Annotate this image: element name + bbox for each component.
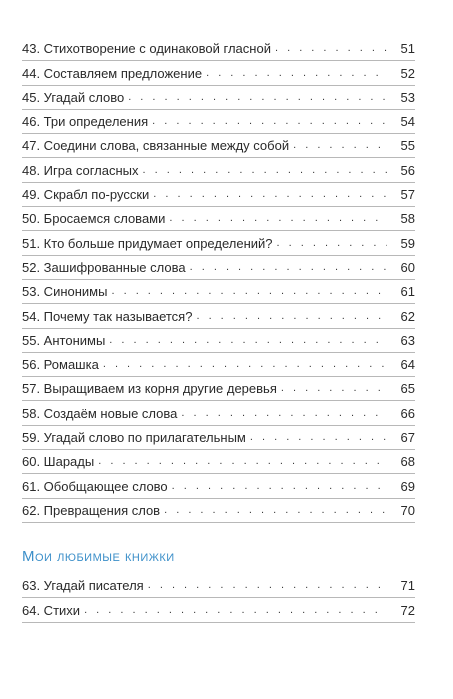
toc-entry-title: 45. Угадай слово [22,89,125,105]
toc-entry[interactable] [22,304,415,328]
toc-entry-page: 52 [400,65,415,81]
toc-entry[interactable] [22,61,415,85]
toc-entry-page: 57 [400,187,415,203]
toc-entry-page: 54 [400,114,415,130]
toc-entry-title: 58. Создаём новые слова [22,405,178,421]
toc-entry-title: 59. Угадай слово по прилагательным [22,430,246,446]
toc-entry[interactable] [22,450,415,474]
toc-entry-page: 61 [400,284,415,300]
toc-list-main [22,37,415,523]
section-heading: Мои любимые книжки [22,548,175,565]
toc-entry[interactable] [22,426,415,450]
toc-entry-page: 62 [400,308,415,324]
dot-leader [153,187,387,202]
toc-entry[interactable] [22,183,415,207]
toc-entry[interactable] [22,110,415,134]
dot-leader [293,138,387,153]
toc-entry-page: 69 [400,478,415,494]
toc-entry-page: 65 [400,381,415,397]
dot-leader [181,406,387,421]
toc-entry-page: 72 [400,602,415,618]
toc-entry[interactable] [22,280,415,304]
toc-entry[interactable] [22,134,415,158]
toc-entry[interactable] [22,499,415,523]
dot-leader [84,603,387,618]
dot-leader [275,41,387,56]
toc-entry-title: 60. Шарады [22,454,95,470]
toc-entry[interactable] [22,207,415,231]
toc-entry-page: 51 [400,41,415,57]
toc-entry-title: 43. Стихотворение с одинаковой гласной [22,41,271,57]
dot-leader [148,578,387,593]
toc-entry[interactable] [22,256,415,280]
toc-entry[interactable] [22,574,415,598]
toc-entry-page: 66 [400,405,415,421]
toc-entry-page: 64 [400,357,415,373]
toc-entry-page: 63 [400,332,415,348]
toc-entry-title: 50. Бросаемся словами [22,211,166,227]
toc-entry-title: 44. Составляем предложение [22,65,203,81]
toc-entry-title: 53. Синонимы [22,284,108,300]
dot-leader [169,211,387,226]
toc-entry[interactable] [22,377,415,401]
toc-entry[interactable] [22,231,415,255]
toc-entry-page: 58 [400,211,415,227]
toc-entry-page: 60 [400,259,415,275]
toc-entry-page: 56 [400,162,415,178]
toc-entry[interactable] [22,474,415,498]
toc-entry-title: 51. Кто больше придумает определений? [22,235,273,251]
toc-entry-title: 63. Угадай писателя [22,578,144,594]
toc-entry-title: 56. Ромашка [22,357,99,373]
dot-leader [111,284,387,299]
toc-entry[interactable] [22,329,415,353]
toc-entry-title: 52. Зашифрованные слова [22,259,186,275]
dot-leader [196,309,387,324]
dot-leader [172,479,387,494]
toc-entry-title: 46. Три определения [22,114,149,130]
toc-entry-page: 67 [400,430,415,446]
toc-entry-title: 49. Скрабл по-русски [22,187,150,203]
toc-entry-page: 59 [400,235,415,251]
dot-leader [128,90,387,105]
toc-entry-title: 64. Стихи [22,602,81,618]
toc-list-section [22,574,415,623]
toc-entry-title: 61. Обобщающее слово [22,478,168,494]
toc-entry-page: 70 [400,502,415,518]
toc-entry[interactable] [22,158,415,182]
toc-entry-title: 48. Игра согласных [22,162,139,178]
dot-leader [164,503,387,518]
toc-entry-title: 47. Соедини слова, связанные между собой [22,138,290,154]
toc-entry[interactable] [22,401,415,425]
dot-leader [206,66,387,81]
dot-leader [152,114,387,129]
toc-entry-page: 53 [400,89,415,105]
dot-leader [103,357,387,372]
toc-entry-page: 55 [400,138,415,154]
toc-entry-title: 57. Выращиваем из корня другие деревья [22,381,277,397]
toc-entry[interactable] [22,86,415,110]
toc-entry-page: 71 [400,578,415,594]
dot-leader [281,381,387,396]
dot-leader [98,454,387,469]
toc-entry[interactable] [22,598,415,622]
toc-entry-page: 68 [400,454,415,470]
dot-leader [109,333,387,348]
toc-entry[interactable] [22,353,415,377]
dot-leader [190,260,387,275]
dot-leader [143,163,387,178]
toc-entry[interactable] [22,37,415,61]
dot-leader [250,430,387,445]
dot-leader [277,236,387,251]
toc-entry-title: 55. Антонимы [22,332,106,348]
toc-entry-title: 54. Почему так называется? [22,308,193,324]
toc-entry-title: 62. Превращения слов [22,502,161,518]
